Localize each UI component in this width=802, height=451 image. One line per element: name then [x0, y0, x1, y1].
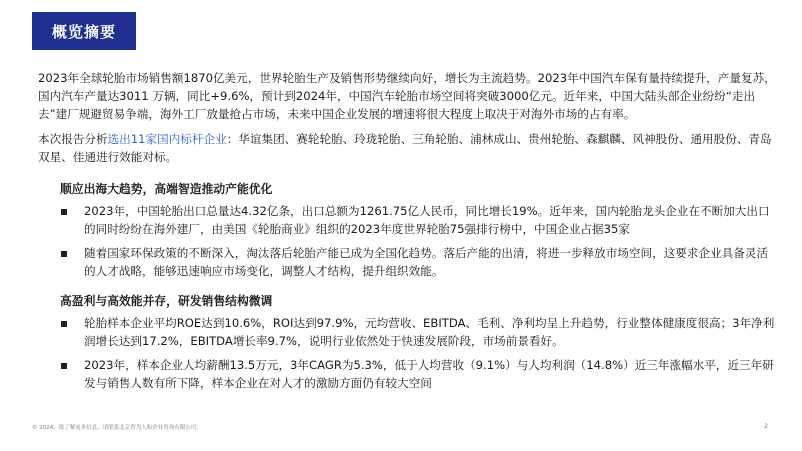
page-number: 2 [764, 422, 769, 430]
footer-copyright: © 2024。欲了解更多信息，请联系北京智为人和企业咨询有限公司。 [32, 425, 202, 431]
square-bullet-icon [61, 363, 67, 369]
bullet-text: 随着国家环保政策的不断深入，淘汰落后轮胎产能已成为全国化趋势。落后产能的出清，将进一步释放市场空间，这要求企业具备灵活的人才战略，能够迅速响应市场变化，调整人才结构，提升组织效能。 [84, 246, 769, 278]
analysis-company-list: ：华谊集团、赛轮轮胎、玲珑轮胎、三角轮胎、浦林成山、贵州轮胎、森麒麟、风神股份、通用股份、青岛双星、佳通进行效能对标。 [38, 132, 772, 164]
bullet-item [57, 315, 777, 350]
intro-paragraph: 2023年全球轮胎市场销售额1870亿美元，世界轮胎生产及销售形势继续向好，增长为主流趋势。2023年中国汽车保有量持续提升，产量复苏，国内汽车产量达3011 万辆，同比+9.6%，预计到2024年，中国汽车轮胎市场空间将突破3000亿元。近年来，中国大陆头部企业纷纷“走出去”建厂规避贸易争端，海外工厂放量抢占市场，未来中国企业发展的增速将很大程度上取决于对海外市场的占有率。 [38, 71, 776, 121]
section-title-export: 顺应出海大趋势，高端智造推动产能优化 [60, 182, 273, 196]
page-title: 概览摘要 [32, 12, 136, 50]
section-title-profit: 高盈利与高效能并存，研发销售结构微调 [60, 294, 273, 308]
analysis-prefix: 本次报告分析 [38, 132, 108, 146]
analysis-paragraph [38, 130, 778, 166]
intro-text [38, 69, 778, 166]
bullet-text: 2023年，中国轮胎出口总量达4.32亿条，出口总额为1261.75亿人民币，同比增长19%。近年来，国内轮胎龙头企业在不断加大出口的同时纷纷在海外建厂，由美国《轮胎商业》组织的2023年度世界轮胎75强排行榜中，中国企业占据35家 [84, 204, 770, 236]
square-bullet-icon [61, 321, 67, 327]
bullet-text: 轮胎样本企业平均ROE达到10.6%，ROI达到97.9%，元均营收、EBITDA、毛利、净利均呈上升趋势，行业整体健康度很高；3年净利润增长达到17.2%，EBITDA增长率9.7%，说明行业依然处于快速发展阶段，市场前景看好。 [84, 316, 775, 348]
bullet-item [57, 245, 777, 280]
square-bullet-icon [61, 251, 67, 257]
square-bullet-icon [61, 209, 67, 215]
bullet-item [57, 203, 777, 238]
bullet-text: 2023年，样本企业人均薪酬13.5万元，3年CAGR为5.3%，低于人均营收（9.1%）与人均利润（14.8%）近三年涨幅水平，近三年研发与销售人数有所下降，样本企业在对人才的激励方面仍有较大空间 [84, 358, 774, 390]
bullet-item [57, 357, 777, 392]
analysis-highlight: 选出11家国内标杆企业 [107, 132, 227, 146]
